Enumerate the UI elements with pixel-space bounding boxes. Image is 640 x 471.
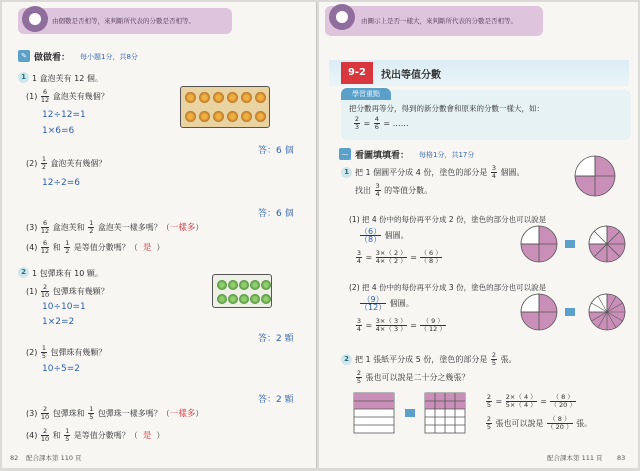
topic-title: 找出等值分數 [381,70,441,81]
q2-part2: (2) $\frac{1}{5}$ 包彈珠有幾顆？ [26,344,107,360]
right-page [319,2,638,468]
rq1-part1-equation: $\frac{3}{4}$ = $\frac{3\times( 2 )}{4\times( 2 )}$ = $\frac{( 6 )}{( 8 )}$ [356,249,442,265]
learn-equation: $\frac{2}{3}$ = $\frac{4}{6}$ = …… [354,115,409,131]
q1-part1-work1: 12÷12=1 [42,110,86,120]
rq1-part2-equation: $\frac{3}{4}$ = $\frac{3\times( 3 )}{4\times( 3 )}$ = $\frac{( 9 )}{( 12 )}$ [356,317,446,333]
section-icon: ✎ [18,50,30,62]
rq1-part1-answer: $\frac{(6)}{(8)}$ 個圓。 [360,227,409,244]
q1-part2: (2) $\frac{1}{2}$ 盒泡芙有幾個？ [26,155,107,171]
rq1-stem2: 找出 $\frac{3}{4}$ 的等值分數。 [355,182,433,198]
section-icon: — [339,148,351,160]
left-page [2,2,317,468]
circle-quarters-diagram [573,154,617,198]
rq1-part2-answer: $\frac{(9)}{(12)}$ 個圓。 [360,295,414,312]
q2-part2-work1: 10÷5=2 [42,364,80,374]
q2-part1-work2: 1×2=2 [42,317,75,327]
q2-number: 2 [18,267,29,278]
rq1-part2: (2) 把 4 份中的每份再平分成 3 份，塗色的部分也可以說是 [349,283,547,292]
q1-part4: (4) $\frac{6}{12}$ 和 $\frac{1}{2}$ 是等值分數嗎？（ 是 ） [26,239,165,255]
rq1-number: 1 [341,167,352,178]
rq1-part1: (1) 把 4 份中的每份再平分成 2 份，塗色的部分也可以說是 [349,215,547,224]
rq2-answer: $\frac{2}{5}$ 張也可以說是 $\frac{( 8 )}{( 20 )}$ 張。 [486,415,593,431]
left-page-number: 82 [10,454,19,462]
q1-part2-answer: 答：6 個 [258,209,294,219]
circle-eighths-diagram [519,224,631,264]
q2-part3: (3) $\frac{2}{10}$ 包彈珠和 $\frac{1}{5}$ 包彈珠一樣多嗎？（一樣多） [26,405,204,421]
learn-tab: 學習重點 [341,88,391,100]
flower-badge-icon [327,2,357,32]
right-header [325,6,543,36]
circle-twelfths-diagram [519,292,631,332]
rq1-stem: 把 1 個圓平分成 4 份，塗色的部分是 $\frac{3}{4}$ 個圓。 [355,164,525,180]
q1-number: 1 [18,72,29,83]
q1-part2-work1: 12÷2=6 [42,178,80,188]
q2-part4: (4) $\frac{2}{10}$ 和 $\frac{1}{5}$ 是等值分數嗎？（ 是 ） [26,427,165,443]
q2-part1: (1) $\frac{2}{10}$ 包彈珠有幾顆？ [26,283,109,299]
right-section-title: 看圖填填看： [355,151,410,161]
q1-part3: (3) $\frac{6}{12}$ 盒泡芙和 $\frac{1}{2}$ 盒泡芙一樣多嗎？（一樣多） [26,219,204,235]
right-page-number: 83 [617,454,626,462]
marble-pack-image [212,274,272,308]
q2-part1-answer: 答：2 顆 [258,334,294,344]
left-header-text: 由個數是否相等，來判斷所代表的分數是否相等。 [52,16,195,25]
cream-puff-box-image [180,86,270,128]
right-section-score: 每格1分，共17分 [419,151,475,159]
q2-stem: 1 包彈珠有 10 顆。 [32,269,103,278]
paper-fifths-diagram [353,392,473,434]
topic-tag: 9-2 [341,62,373,84]
rq2-number: 2 [341,354,352,365]
left-header [18,8,232,34]
topic-bar [329,60,629,86]
rq2-stem2: $\frac{2}{5}$ 張也可以說是二十分之幾張？ [356,369,470,385]
q2-part2-answer: 答：2 顆 [258,395,294,405]
section-score: 每小題1分，共8分 [80,53,138,61]
right-footer-text: 配合課本第 111 頁 [547,454,603,462]
left-footer-text: 配合課本第 110 頁 [26,454,82,462]
q2-part1-work1: 10÷10=1 [42,302,86,312]
learn-text: 把分數再等分，得到的新分數會和原來的分數一樣大，如： [349,104,544,113]
q1-part1-answer: 答：6 個 [258,146,294,156]
right-header-text: 由圖示上是否一樣大，來判斷所代表的分數是否相等。 [361,16,517,25]
section-title: 做做看： [34,53,71,63]
flower-badge-icon [20,4,50,34]
q1-stem: 1 盒泡芙有 12 個。 [32,74,103,83]
rq2-equation: $\frac{2}{5}$ = $\frac{2\times( 4 )}{5\times( 4 )}$ = $\frac{( 8 )}{( 20 )}$ [486,393,576,409]
rq2-stem: 把 1 張紙平分成 5 份，塗色的部分是 $\frac{2}{5}$ 張。 [355,351,517,367]
q1-part1: (1) $\frac{6}{12}$ 盒泡芙有幾個？ [26,88,109,104]
q1-part1-work2: 1×6=6 [42,126,75,136]
